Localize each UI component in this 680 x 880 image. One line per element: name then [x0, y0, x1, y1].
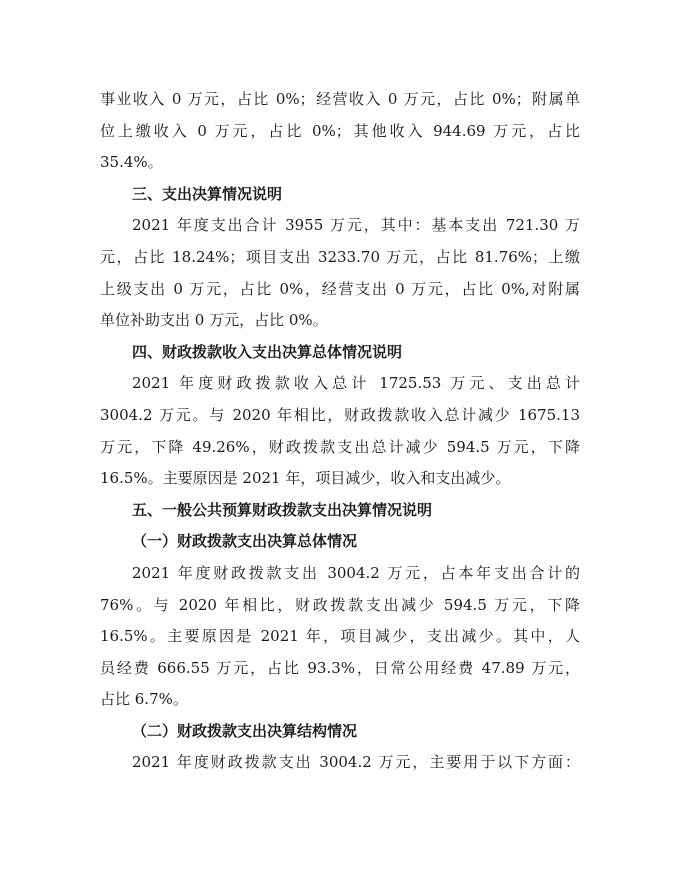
section-heading-public-budget: 五、一般公共预算财政拨款支出决算情况说明 — [132, 500, 433, 519]
subsection-heading-structure: （二）财政拨款支出决算结构情况 — [132, 721, 358, 740]
body-text-line: 万元，下降 49.26%，财政拨款支出总计减少 594.5 万元，下降 — [100, 437, 580, 456]
body-text-line: 3004.2 万元。与 2020 年相比，财政拨款收入总计减少 1675.13 — [100, 405, 580, 424]
body-text-line: 占比 6.7%。 — [100, 690, 188, 709]
body-text-line: 2021 年度财政拨款支出 3004.2 万元，主要用于以下方面： — [132, 753, 580, 772]
section-heading-fiscal-overall: 四、财政拨款收入支出决算总体情况说明 — [132, 342, 403, 361]
subsection-heading-overall: （一）财政拨款支出决算总体情况 — [132, 532, 358, 551]
body-text-line: 上级支出 0 万元，占比 0%，经营支出 0 万元，占比 0%,对附属 — [100, 279, 580, 298]
body-text-line: 2021 年度财政拨款收入总计 1725.53 万元、支出总计 — [132, 374, 580, 393]
body-text-line: 位上缴收入 0 万元，占比 0%；其他收入 944.69 万元，占比 — [100, 121, 580, 140]
body-text-line: 16.5%。主要原因是 2021 年，项目减少，支出减少。其中，人 — [100, 627, 580, 646]
section-heading-expenditure: 三、支出决算情况说明 — [132, 184, 283, 203]
body-text-line: 事业收入 0 万元，占比 0%；经营收入 0 万元，占比 0%；附属单 — [100, 90, 580, 108]
body-text-line: 76%。与 2020 年相比，财政拨款支出减少 594.5 万元，下降 — [100, 595, 580, 614]
body-text-line: 35.4%。 — [100, 153, 163, 172]
body-text-line: 单位补助支出 0 万元，占比 0%。 — [100, 311, 328, 330]
body-text-line: 2021 年度财政拨款支出 3004.2 万元，占本年支出合计的 — [132, 563, 580, 582]
body-text-line: 元，占比 18.24%；项目支出 3233.70 万元，占比 81.76%；上缴 — [100, 247, 580, 266]
body-text-line: 16.5%。主要原因是 2021 年，项目减少，收入和支出减少。 — [100, 469, 511, 488]
body-text-line: 员经费 666.55 万元，占比 93.3%，日常公用经费 47.89 万元， — [100, 658, 580, 677]
body-text-line: 2021 年度支出合计 3955 万元，其中：基本支出 721.30 万 — [132, 216, 580, 235]
